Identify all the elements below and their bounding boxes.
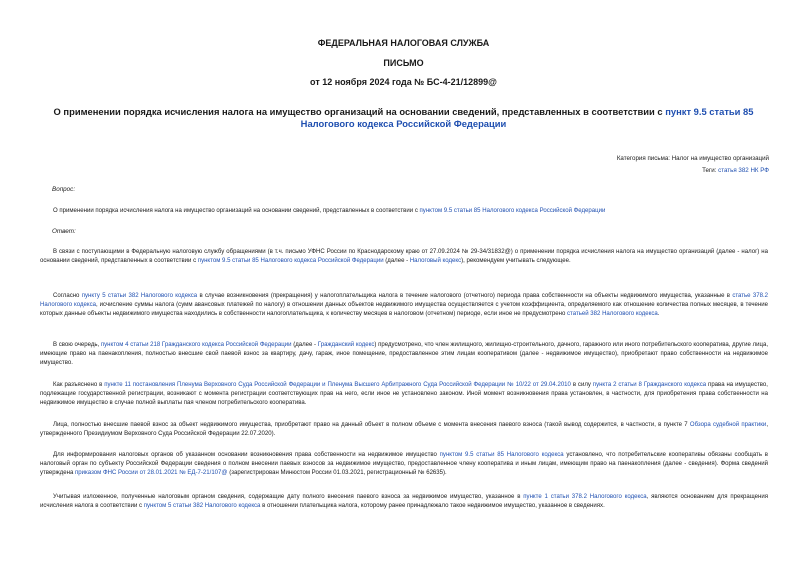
document-date-number: от 12 ноября 2024 года № БС-4-21/12899@	[310, 77, 497, 87]
answer-label: Ответ:	[52, 228, 76, 235]
p3-link-civil-code-218-4[interactable]: пунктом 4 статьи 218 Гражданского кодекса Российской Федерации	[100, 342, 292, 348]
document-type: ПИСЬМО	[383, 58, 424, 68]
answer-paragraph-2: Согласно пункту 5 статьи 382 Налогового кодекса в случае возникновения (прекращения) у налогоплательщика налога в течение налогового (отчетного) периода права собственности на объекты недвижимого имущества, указанные в статье 378.2 Налогового кодекса, исчисление суммы налога (сумм авансовых платежей по налогу) в отношении данных объектов недвижимого имущества осуществляется с учетом коэффициента, определяемого как отношение количества полных месяцев, в течение которых данные объекты недвижимого имущества находились в собственности налогоплательщика, к количеству месяцев в налоговом (отчетном) периоде, если иное не предусмотрено статьей 382 Налогового кодекса.	[40, 293, 768, 318]
letter-category: Категория письма: Налог на имущество организаций	[616, 155, 769, 162]
title-text: О применении порядка исчисления налога на имущество организаций на основании сведений, представленных в соответствии с	[53, 106, 666, 117]
answer-paragraph-3: В свою очередь, пунктом 4 статьи 218 Гражданского кодекса Российской Федерации (далее - Гражданский кодекс) предусмотрено, что член жилищного, жилищно-строительного, дачного, гаражного или иного потребительского кооператива, другие лица, имеющие право на паенакопления, полностью внесшие свой паевой взнос за квартиру, дачу, гараж, иное помещение, предоставленное этим лицам кооперативом (далее - недвижимое имущество), приобретают право собственности на недвижимое имущество.	[40, 342, 769, 367]
tag-link-article-382[interactable]: статья 382 НК РФ	[718, 167, 769, 174]
answer-paragraph-7: Учитывая изложенное, полученные налоговым органом сведения, содержащие дату полного внесения паевого взноса за недвижимое имущество, указанное в пункте 1 статьи 378.2 Налогового кодекса, являются основанием для прекращения исчисления налога в соответствии с пунктом 5 статьи 382 Налогового кодекса в отношении плательщика налога, которому ранее принадлежало такое недвижимое имущество, указанное в сведениях.	[40, 494, 768, 510]
p2-link-article-382-5[interactable]: пункту 5 статьи 382 Налогового кодекса	[81, 293, 198, 299]
p6-link-fns-order[interactable]: приказом ФНС России от 28.01.2021 № ЕД-7-21/107@	[74, 470, 228, 477]
answer-paragraph-6: Для информирования налоговых органов об указанном основании возникновения права собственности на недвижимое имущество пунктом 9.5 статьи 85 Налогового кодекса установлено, что потребительские кооперативы обязаны сообщать в налоговый орган по субъекту Российской Федерации сведения о полном внесении паевых взносов за недвижимое имущество, предоставленное члену кооператива и иным лицам, имеющим право на паенакопления (далее - сведения). Форма сведений утверждена приказом ФНС России от 28.01.2021 № ЕД-7-21/107@ (зарегистрирован Минюстом России 01.03.2021, регистрационный № 62635).	[40, 452, 768, 477]
p7-link-article-378-2-1[interactable]: пункте 1 статьи 378.2 Налогового кодекса	[523, 494, 647, 500]
p6-link-code-article-85[interactable]: пунктом 9.5 статьи 85 Налогового кодекса	[439, 452, 564, 458]
agency-name: ФЕДЕРАЛЬНАЯ НАЛОГОВАЯ СЛУЖБА	[317, 38, 490, 48]
p2-link-article-382[interactable]: статьей 382 Налогового кодекса	[567, 311, 658, 318]
title-code-link[interactable]: пункт 9.5 статьи 85 Налогового кодекса Российской Федерации	[300, 106, 754, 129]
answer-paragraph-4: Как разъяснено в пункте 11 постановления Пленума Верховного Суда Российской Федерации и Пленума Высшего Арбитражного Суда Российской Федерации № 10/22 от 29.04.2010 в силу пункта 2 статьи 8 Гражданского кодекса права на имущество, подлежащие государственной регистрации, возникают с момента регистрации соответствующих прав на него, если иное не установлено законом. Иной момент возникновения права установлен, в частности, для приобретения права собственности на недвижимое имущество в случае полной выплаты пая членом потребительского кооператива.	[40, 382, 768, 407]
page-title	[40, 106, 767, 130]
p1-link-tax-code[interactable]: Налоговый кодекс	[409, 258, 462, 265]
p7-link-article-382-5[interactable]: пунктом 5 статьи 382 Налогового кодекса	[143, 503, 261, 510]
answer-paragraph-1: В связи с поступающими в Федеральную налоговую службу обращениями (в т.ч. письмо УФНС России по Краснодарскому краю от 27.09.2024 № 29-34/31832@) о применении порядка исчисления налога на имущество организаций (далее - налог) на основании сведений, представленных в соответствии с пунктом 9.5 статьи 85 Налогового кодекса Российской Федерации (далее - Налоговый кодекс), рекомендуем учитывать следующее.	[40, 249, 768, 265]
answer-paragraph-5: Лица, полностью внесшие паевой взнос за объект недвижимого имущества, приобретают право на данный объект в полном объеме с момента внесения паевого взноса (такой вывод содержится, в частности, в пункте 7 Обзора судебной практики, утвержденного Президиумом Верховного Суда Российской Федерации 22.07.2020).	[40, 422, 768, 438]
p4-link-civil-code-8-2[interactable]: пункта 2 статьи 8 Гражданского кодекса	[592, 382, 707, 388]
tags-label: Теги:	[702, 167, 719, 174]
question-text: О применении порядка исчисления налога на имущество организаций на основании сведений, представленных в соответствии с пунктом 9.5 статьи 85 Налогового кодекса Российской Федерации	[53, 208, 606, 214]
p1-link-code-article-85[interactable]: пунктом 9.5 статьи 85 Налогового кодекса Российской Федерации	[197, 258, 384, 265]
p2-link-article-378-2[interactable]: статье 378.2 Налогового кодекса	[40, 293, 768, 309]
p5-link-court-practice-review[interactable]: Обзора судебной практики	[689, 422, 767, 428]
p3-link-civil-code[interactable]: Гражданский кодекс	[317, 342, 375, 348]
question-code-link[interactable]: пунктом 9.5 статьи 85 Налогового кодекса Российской Федерации	[419, 208, 606, 214]
letter-tags	[702, 167, 769, 174]
p4-link-plenum-resolution[interactable]: пункте 11 постановления Пленума Верховного Суда Российской Федерации и Пленума Высшего Арбитражного Суда Российской Федерации № 10/22 от 29.04.2010	[104, 382, 571, 388]
question-label: Вопрос:	[52, 186, 76, 193]
